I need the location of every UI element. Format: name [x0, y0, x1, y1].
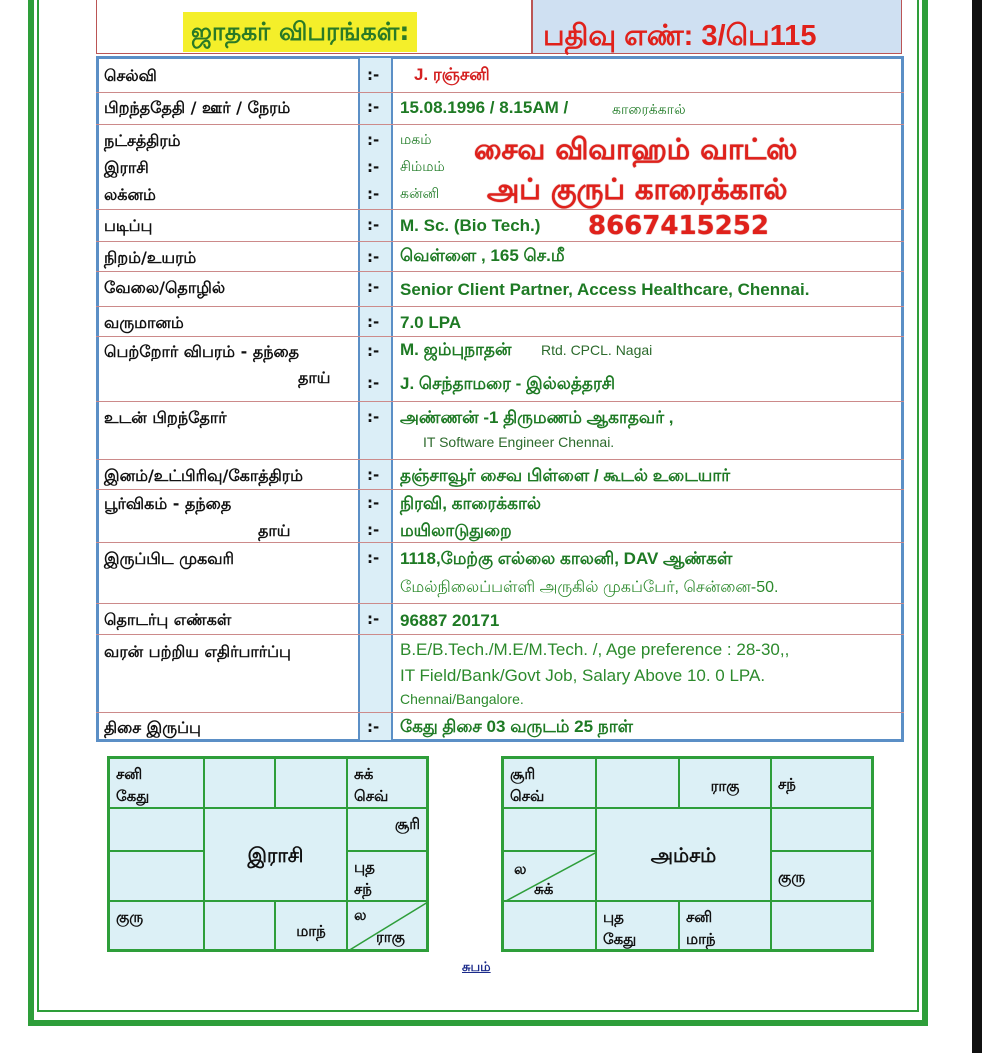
rasi-house-12: [109, 808, 204, 851]
value-mother: J. செந்தாமரை - இல்லத்தரசி: [400, 374, 616, 393]
rasi-title: இராசி: [204, 808, 347, 901]
value-siblings: அண்ணன் -1 திருமணம் ஆகாதவர் ,: [400, 408, 674, 427]
rasi-house-7: [347, 901, 427, 950]
label-caste: இனம்/உட்பிரிவு/கோத்திரம்: [104, 466, 303, 485]
value-native: நிரவி, காரைக்கால்: [400, 494, 542, 513]
row-line: [96, 271, 904, 272]
col-divider: [358, 56, 360, 742]
colon: :-: [367, 718, 380, 736]
rasi-lagnam-mark: ல: [354, 906, 367, 924]
colon: :-: [367, 158, 380, 176]
label-siblings: உடன் பிறந்தோர்: [104, 408, 227, 427]
value-address-line2: மேல்நிலைப்பள்ளி அருகில் முகப்பேர், சென்னை-50.: [400, 579, 779, 596]
colon: :-: [367, 549, 380, 567]
rasi-house-6: புத சந்: [347, 851, 427, 901]
amsam-chart: [501, 756, 874, 952]
colon: :-: [367, 278, 380, 296]
label-expectation: வரன் பற்றிய எதிர்பார்ப்பு: [104, 642, 291, 661]
colon: :-: [367, 131, 380, 149]
row-line: [96, 336, 904, 337]
value-job: Senior Client Partner, Access Healthcare, Chennai.: [400, 280, 810, 299]
value-name: J. ரஞ்சனி: [414, 65, 490, 84]
row-line: [96, 241, 904, 242]
value-expectation-line2: IT Field/Bank/Govt Job, Salary Above 10. 0 LPA.: [400, 666, 766, 685]
rasi-house-11: [109, 851, 204, 901]
label-parents: பெற்றோர் விபரம் - தந்தை: [104, 342, 300, 361]
rasi-house-9: [204, 901, 275, 950]
row-line: [96, 459, 904, 460]
amsam-house-6: குரு: [771, 851, 872, 901]
ad-line-2: அப் குருப் காரைக்கால்: [487, 172, 788, 206]
value-lagnam: கன்னி: [400, 185, 440, 201]
row-line: [96, 306, 904, 307]
colon: :-: [367, 185, 380, 203]
row-line: [96, 603, 904, 604]
value-native-mother: மயிலாடுதுறை: [400, 521, 512, 540]
row-line: [96, 92, 904, 93]
row-line: [96, 712, 904, 713]
footer-subam: சுபம்: [462, 960, 491, 975]
amsam-house-10: [503, 901, 596, 950]
amsam-house-12: [503, 808, 596, 851]
label-address: இருப்பிட முகவரி: [104, 549, 235, 568]
label-dasa: திசை இருப்பு: [104, 718, 201, 737]
colon: :-: [367, 216, 380, 234]
colon: :-: [367, 313, 380, 331]
amsam-house-4: சந்: [771, 758, 872, 808]
amsam-house-5: [771, 808, 872, 851]
label-name: செல்வி: [104, 66, 157, 85]
colon: :-: [367, 408, 380, 426]
amsam-house-8: சனி மாந்: [679, 901, 771, 950]
rasi-house-4: சுக் செவ்: [347, 758, 427, 808]
rasi-house-1: சனி கேது: [109, 758, 204, 808]
rasi-rahu: ராகு: [376, 928, 405, 946]
amsam-house-11: [503, 851, 596, 901]
amsam-house-2: [596, 758, 679, 808]
value-complexion: வெள்ளை , 165 செ.மீ: [400, 246, 565, 265]
amsam-house-9: புத கேது: [596, 901, 679, 950]
label-native: பூர்விகம் - தந்தை: [104, 494, 232, 513]
label-rasi: இராசி: [104, 158, 149, 177]
row-line: [96, 489, 904, 490]
value-father: M. ஜம்புநாதன்: [400, 340, 512, 359]
colon: :-: [367, 66, 380, 84]
row-line: [96, 634, 904, 635]
value-expectation-line3: Chennai/Bangalore.: [400, 691, 524, 707]
amsam-title: அம்சம்: [596, 808, 771, 901]
colon: :-: [367, 494, 380, 512]
value-birth: 15.08.1996 / 8.15AM /: [400, 98, 569, 117]
amsam-sukran: சுக்: [534, 880, 554, 898]
label-star: நட்சத்திரம்: [104, 131, 181, 150]
amsam-house-3: ராகு: [679, 758, 771, 808]
ad-line-1: சைவ விவாஹம் வாட்ஸ்: [474, 132, 798, 166]
rasi-house-8: மாந்: [275, 901, 347, 950]
colon: :-: [367, 342, 380, 360]
label-complexion: நிறம்/உயரம்: [104, 248, 197, 267]
colon: :-: [367, 521, 380, 539]
amsam-house-7: [771, 901, 872, 950]
colon: :-: [367, 466, 380, 484]
value-income: 7.0 LPA: [400, 313, 462, 332]
colon: :-: [367, 248, 380, 266]
col-divider: [391, 56, 393, 742]
rasi-house-5: சூரி: [347, 808, 427, 851]
amsam-lagnam-mark: ல: [514, 860, 527, 878]
value-siblings-job: IT Software Engineer Chennai.: [423, 434, 615, 450]
label-contact: தொடர்பு எண்கள்: [104, 610, 232, 629]
rasi-house-3: [275, 758, 347, 808]
value-expectation: B.E/B.Tech./M.E/M.Tech. /, Age preference : 28-30,,: [400, 640, 790, 659]
value-contact: 96887 20171: [400, 611, 500, 630]
row-line: [96, 124, 904, 125]
ad-phone: 8667415252: [588, 211, 769, 241]
label-job: வேலை/தொழில்: [104, 278, 226, 297]
label-native-mother: தாய்: [258, 521, 291, 540]
label-income: வருமானம்: [104, 313, 184, 332]
label-education: படிப்பு: [104, 216, 153, 235]
value-dasa: கேது திசை 03 வருடம் 25 நாள்: [400, 717, 633, 736]
screen-edge: [972, 0, 982, 1053]
label-mother: தாய்: [298, 368, 331, 387]
value-address: 1118,மேற்கு எல்லை காலனி, DAV ஆண்கள்: [400, 549, 733, 568]
registration-number: பதிவு எண்: 3/பெ115: [543, 20, 817, 52]
value-rasi: சிம்மம்: [400, 158, 445, 174]
value-star: மகம்: [400, 131, 432, 147]
row-line: [96, 401, 904, 402]
value-father-job: Rtd. CPCL. Nagai: [541, 342, 653, 358]
value-caste: தஞ்சாவூர் சைவ பிள்ளை / கூடல் உடையார்: [400, 466, 731, 485]
section-title: ஜாதகர் விபரங்கள்:: [183, 12, 417, 52]
rasi-house-10: குரு: [109, 901, 204, 950]
rasi-chart: [107, 756, 429, 952]
value-education: M. Sc. (Bio Tech.): [400, 216, 541, 235]
value-birth-place: காரைக்கால்: [612, 101, 686, 117]
colon: :-: [367, 610, 380, 628]
rasi-house-2: [204, 758, 275, 808]
label-lagnam: லக்னம்: [104, 185, 156, 204]
amsam-house-1: சூரி செவ்: [503, 758, 596, 808]
colon: :-: [367, 374, 380, 392]
colon: :-: [367, 98, 380, 116]
label-birth: பிறந்ததேதி / ஊர் / நேரம்: [104, 98, 291, 117]
